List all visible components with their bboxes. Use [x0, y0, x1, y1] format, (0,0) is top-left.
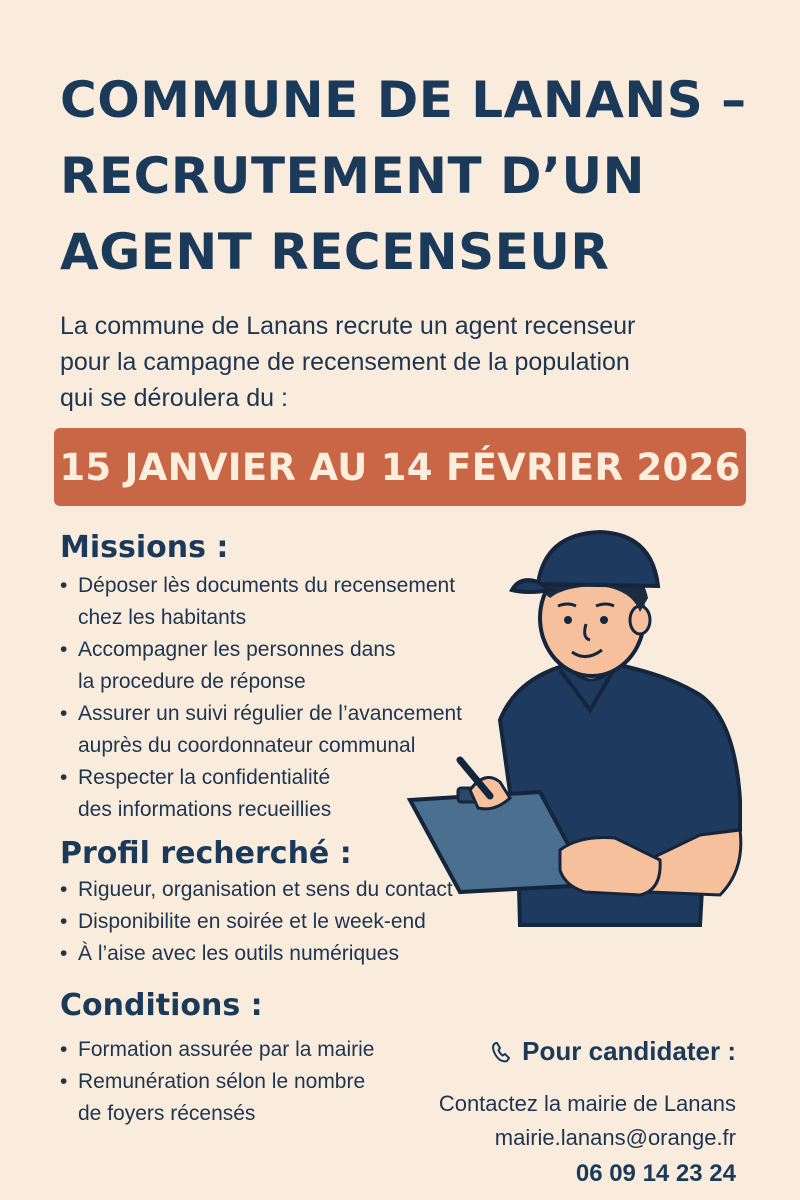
contact-title: Pour candidater :: [522, 1036, 736, 1066]
missions-heading: Missions :: [60, 530, 229, 565]
profil-item: • À l’aise avec les outils numériques: [60, 938, 453, 970]
mission-item: • Respecter la confidentialité des informations recueillies: [60, 762, 462, 826]
conditions-list: [60, 1034, 374, 1130]
mission-item: • Accompagner les personnes dans la procedure de réponse: [60, 634, 462, 698]
contact-block: [356, 1036, 736, 1193]
mission-item: • Assurer un suivi régulier de l’avancement auprès du coordonnateur communal: [60, 698, 462, 762]
contact-heading: [356, 1036, 736, 1067]
contact-email[interactable]: mairie.lanans@orange.fr: [494, 1125, 736, 1150]
conditions-heading: Conditions :: [60, 988, 263, 1023]
page-title: COMMUNE DE LANANS – RECRUTEMENT D’UN AGENT RECENSEUR: [60, 71, 747, 281]
contact-phone[interactable]: 06 09 14 23 24: [575, 1160, 736, 1187]
dates-banner: [54, 428, 746, 506]
profil-item: • Disponibilite en soirée et le week-end: [60, 906, 453, 938]
intro-text: La commune de Lanans recrute un agent recenseur pour la campagne de recensement de la population qui se déroulera du :: [60, 312, 636, 412]
phone-icon: [490, 1040, 514, 1064]
profil-list: [60, 874, 453, 970]
census-agent-illustration: [400, 520, 760, 940]
condition-item: • Remunération sélon le nombre de foyers récensés: [60, 1066, 374, 1130]
mission-item: • Déposer lès documents du recensement chez les habitants: [60, 570, 462, 634]
profil-heading: Profil recherché :: [60, 836, 352, 871]
dates-text: 15 JANVIER AU 14 FÉVRIER 2026: [59, 445, 741, 489]
contact-text: Contactez la mairie de Lanans: [438, 1091, 736, 1116]
condition-item: • Formation assurée par la mairie: [60, 1034, 374, 1066]
profil-item: • Rigueur, organisation et sens du contact: [60, 874, 453, 906]
